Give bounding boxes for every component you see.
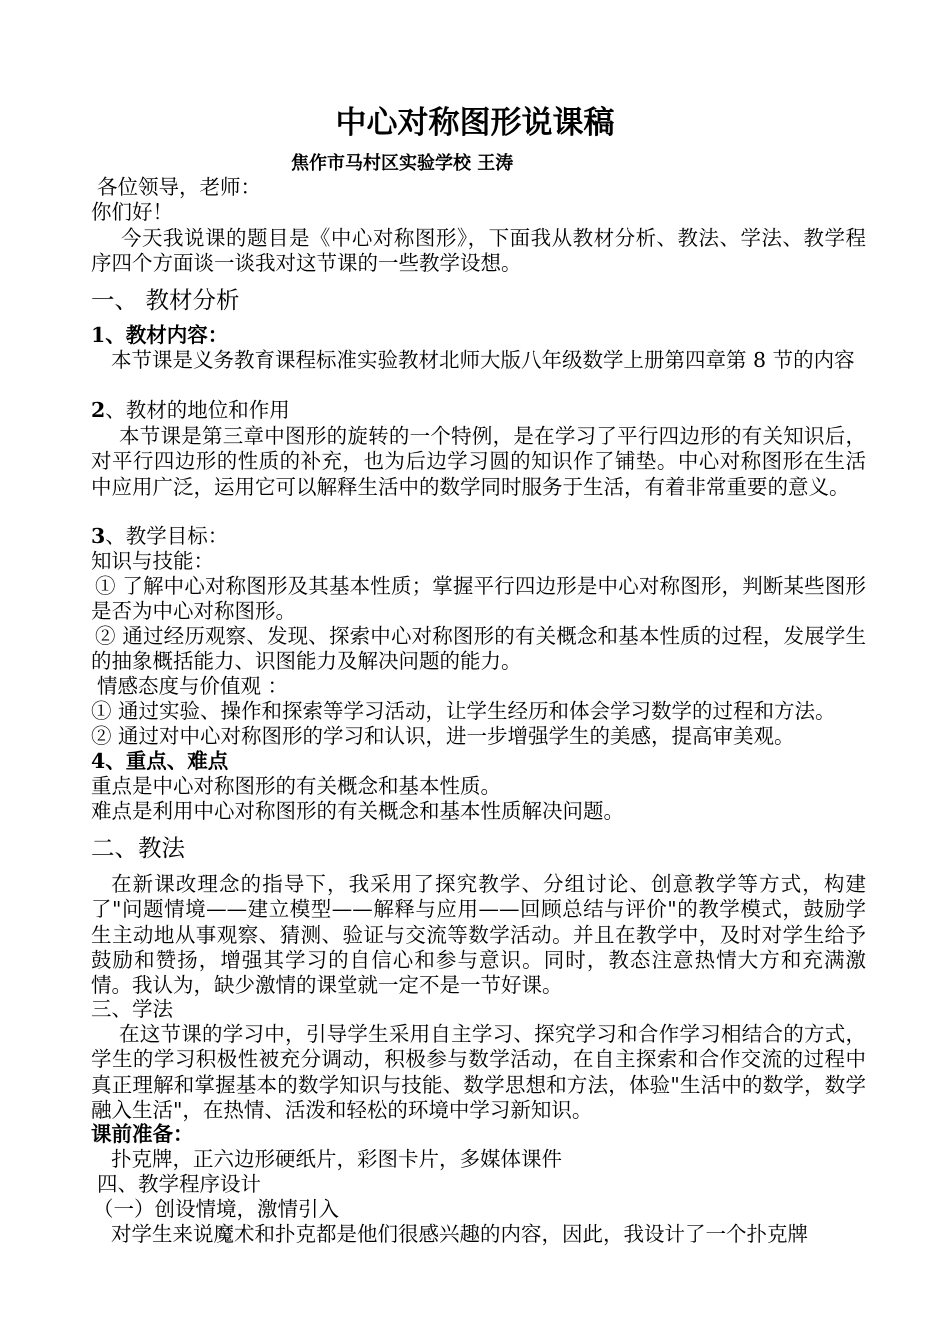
section-1-sub1-text: 本节课是义务教育课程标准实验教材北师大版八年级数学上册第四章第 8 节的内容 (111, 348, 855, 372)
emotion-label: 情感态度与价值观 ： (97, 674, 289, 698)
difficulty-point: 难点是利用中心对称图形的有关概念和基本性质解决问题。 (91, 799, 624, 823)
prep-text: 扑克牌，正六边形硬纸片，彩图卡片，多媒体课件 (111, 1147, 562, 1171)
author-line: 焦作市马村区实验学校 王涛 (291, 153, 514, 174)
intro-paragraph: 今天我说课的题目是《中心对称图形》，下面我从教材分析、教法、学法、教学程序四个方面谈一谈我对这节课的一些教学设想。 (91, 226, 866, 276)
section-3-heading: 三、学法 (91, 997, 173, 1021)
section-2-heading: 二、教法 (91, 834, 185, 862)
section-4-heading: 四、教学程序设计 (97, 1172, 261, 1196)
section-1-sub4-title: 4、重点、难点 (91, 749, 229, 773)
section-1-heading: 一、 教材分析 (91, 286, 240, 314)
section-1-sub2-title: 2、教材的地位和作用 (91, 398, 290, 422)
key-point: 重点是中心对称图形的有关概念和基本性质。 (91, 774, 501, 798)
emotion-1: ① 通过实验、操作和探索等学习活动，让学生经历和体会学习数学的过程和方法。 (91, 699, 836, 723)
sub3-title-text: 、教学目标： (105, 524, 229, 548)
section-1-sub1-title: 1、教材内容： (91, 323, 229, 347)
greeting: 各位领导，老师： (97, 175, 261, 199)
knowledge-label: 知识与技能： (91, 549, 214, 573)
step-1-title: （一）创设情境，激情引入 (93, 1197, 339, 1221)
prep-label: 课前准备： (91, 1122, 194, 1146)
step-1-text: 对学生来说魔术和扑克都是他们很感兴趣的内容，因此，我设计了一个扑克牌 (111, 1222, 808, 1246)
goal-2: ② 通过经历观察、发现、探索中心对称图形的有关概念和基本性质的过程，发展学生的抽象概括能力、识图能力及解决问题的能力。 (91, 624, 866, 674)
emotion-2: ② 通过对中心对称图形的学习和认识，进一步增强学生的美感，提高审美观。 (91, 724, 795, 748)
goal-1: ① 了解中心对称图形及其基本性质；掌握平行四边形是中心对称图形，判断某些图形是否为中心对称图形。 (91, 574, 866, 624)
sub2-title-text: 、教材的地位和作用 (105, 398, 290, 422)
hello-line: 你们好！ (91, 200, 173, 224)
section-3-text: 在这节课的学习中，引导学生采用自主学习、探究学习和合作学习相结合的方式，学生的学习积极性被充分调动，积极参与数学活动，在自主探索和合作交流的过程中真正理解和掌握基本的数学知识与技能、数学思想和方法，体验"生活中的数学，数学融入生活"，在热情、活泼和轻松的环境中学习新知识。 (91, 1022, 866, 1122)
section-1-sub3-title: 3、教学目标： (91, 524, 229, 548)
section-1-sub2-text: 本节课是第三章中图形的旋转的一个特例，是在学习了平行四边形的有关知识后，对平行四边形的性质的补充，也为后边学习圆的知识作了铺垫。中心对称图形在生活中应用广泛，运用它可以解释生活中的数学同时服务于生活，有着非常重要的意义。 (91, 424, 866, 499)
document-title: 中心对称图形说课稿 (335, 105, 615, 141)
section-2-text: 在新课改理念的指导下，我采用了探究教学、分组讨论、创意教学等方式，构建了"问题情境——建立模型——解释与应用——回顾总结与评价"的教学模式，鼓励学生主动地从事观察、猜测、验证与交流等数学活动。并且在教学中，及时对学生给予鼓励和赞扬，增强其学习的自信心和参与意识。同时，教态注意热情大方和充满激情。我认为，缺少激情的课堂就一定不是一节好课。 (91, 872, 866, 998)
